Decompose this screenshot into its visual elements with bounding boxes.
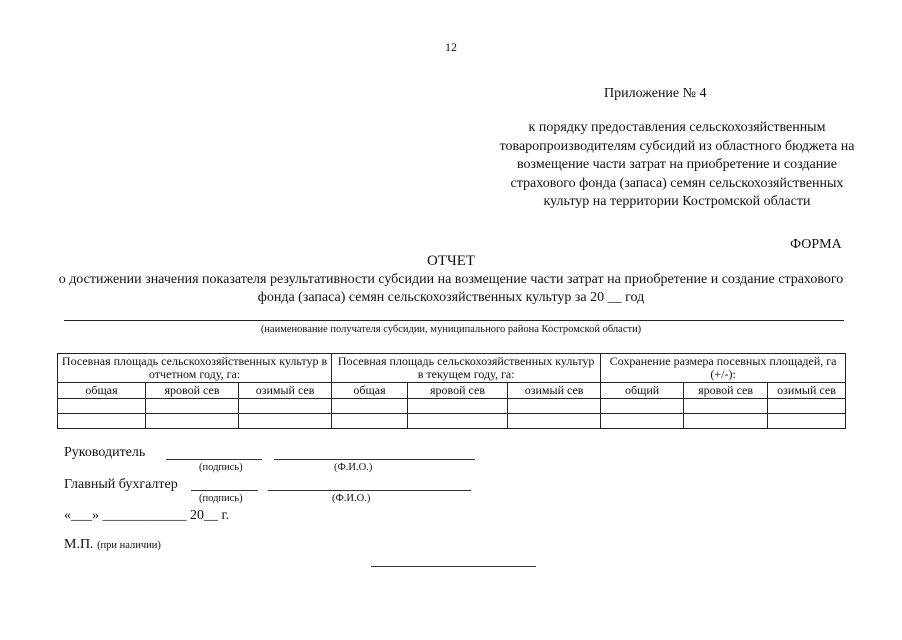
table-cell[interactable] [684,414,768,429]
stamp-label: М.П. [64,537,94,552]
head-signature-caption: (подпись) [199,462,243,473]
table-group-header: Посевная площадь сельскохозяйственных культур в текущем году, га: [332,354,601,383]
table-row [58,399,846,414]
table-subheader: общая [58,383,146,399]
table-subheader: яровой сев [145,383,238,399]
table-cell[interactable] [239,414,332,429]
appendix-title: Приложение № 4 [604,86,707,101]
recipient-name-line [64,320,844,321]
accountant-signature-caption: (подпись) [199,493,243,504]
table-cell[interactable] [684,399,768,414]
head-name-caption: (Ф.И.О.) [334,462,373,473]
table-cell[interactable] [601,399,684,414]
table-cell[interactable] [407,399,507,414]
table-cell[interactable] [145,414,238,429]
table-cell[interactable] [58,414,146,429]
table-row [58,414,846,429]
table-cell[interactable] [332,399,408,414]
table-subheader: озимый сев [508,383,601,399]
table-subheader: яровой сев [407,383,507,399]
bottom-signature-line [371,566,536,567]
head-name-line[interactable] [274,459,475,460]
table-subheader: общая [332,383,408,399]
table-cell[interactable] [145,399,238,414]
page-number: 12 [445,40,457,54]
table-cell[interactable] [768,399,846,414]
date-line: «___» ____________ 20__ г. [64,508,230,523]
stamp-placeholder [64,537,161,553]
form-label: ФОРМА [790,237,842,252]
appendix-description: к порядку предоставления сельскохозяйственным товаропроизводителям субсидий из областного бюджета на возмещение части затрат на приобретение и создание страхового фонда (запаса) семян сельскохозяйственных культур на территории Костромской области [499,120,855,210]
table-subheader: озимый сев [239,383,332,399]
accountant-signature-line[interactable] [191,490,258,491]
head-signature-line[interactable] [166,459,262,460]
table-cell[interactable] [508,414,601,429]
accountant-label: Главный бухгалтер [64,477,178,492]
report-table [57,353,846,429]
accountant-name-caption: (Ф.И.О.) [332,493,371,504]
recipient-caption: (наименование получателя субсидии, муниципального района Костромской области) [260,324,642,335]
report-subtitle: о достижении значения показателя результативности субсидии на возмещение части затрат на приобретение и создание страхового фонда (запаса) семян сельскохозяйственных культур за 20 __ год [58,272,844,305]
table-cell[interactable] [239,399,332,414]
stamp-note: (при наличии) [97,540,161,551]
accountant-name-line[interactable] [268,490,471,491]
table-cell[interactable] [768,414,846,429]
table-cell[interactable] [601,414,684,429]
report-title: ОТЧЕТ [426,253,476,269]
table-subheader: общий [601,383,684,399]
table-group-header: Посевная площадь сельскохозяйственных культур в отчетном году, га: [58,354,332,383]
table-subheader: яровой сев [684,383,768,399]
table-subheader: озимый сев [768,383,846,399]
head-label: Руководитель [64,445,146,460]
table-cell[interactable] [407,414,507,429]
table-cell[interactable] [58,399,146,414]
table-cell[interactable] [508,399,601,414]
table-cell[interactable] [332,414,408,429]
table-group-header: Сохранение размера посевных площадей, га (+/-): [601,354,846,383]
